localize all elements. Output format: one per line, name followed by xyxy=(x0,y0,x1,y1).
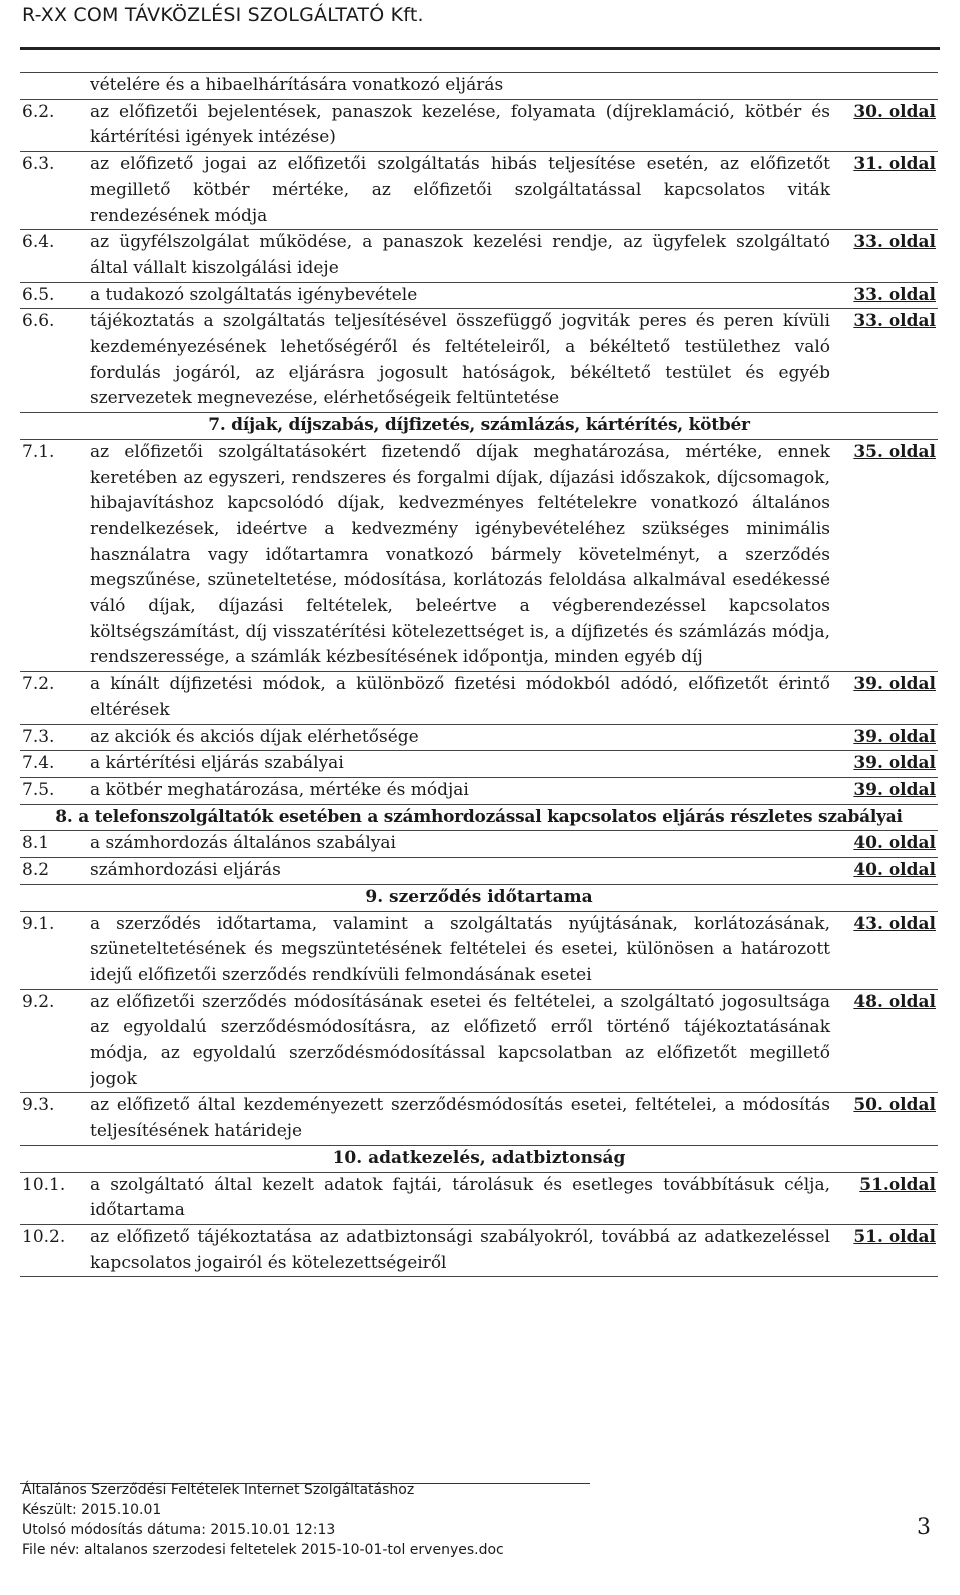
toc-item-number: 9.2. xyxy=(22,991,55,1012)
toc-page-reference: 33. oldal xyxy=(853,311,936,332)
toc-item-text: a kínált díjfizetési módok, a különböző fizetési módokból adódó, előfizetőt érintő eltérések xyxy=(90,674,830,720)
toc-item-text: a kötbér meghatározása, mértéke és módjai xyxy=(90,779,469,800)
toc-page-reference: 43. oldal xyxy=(853,913,936,934)
toc-page-reference: 39. oldal xyxy=(853,753,936,774)
toc-row xyxy=(20,751,938,778)
toc-row xyxy=(20,831,938,858)
toc-item-text: tájékoztatás a szolgáltatás teljesítésével összefüggő jogviták peres és peren kívüli kezdeményezésének lehetőségéről és feltételeiről, a békéltető testülethez való fordulás jogáról, az eljárásra jogosult hatóságok, békéltető testület és egyéb szervezetek megnevezése, elérhetőségeik feltüntetése xyxy=(90,311,830,409)
toc-section-heading: 7. díjak, díjszabás, díjfizetés, számlázás, kártérítés, kötbér xyxy=(20,413,938,440)
toc-page-reference: 33. oldal xyxy=(853,232,936,253)
toc-item-text: vételére és a hibaelhárítására vonatkozó eljárás xyxy=(90,75,504,95)
toc-item-number: 6.4. xyxy=(22,232,55,253)
toc-page-reference: 33. oldal xyxy=(853,284,936,305)
toc-section-heading: 8. a telefonszolgáltatók esetében a számhordozással kapcsolatos eljárás részletes szabályai xyxy=(20,805,938,832)
toc-row xyxy=(20,990,938,1094)
toc-item-number: 7.1. xyxy=(22,441,55,462)
toc-item-text: a tudakozó szolgáltatás igénybevétele xyxy=(90,284,418,305)
toc-section-heading: 9. szerződés időtartama xyxy=(20,885,938,912)
header-divider xyxy=(20,47,940,50)
toc-row xyxy=(20,1225,938,1277)
toc-page-reference: 40. oldal xyxy=(853,860,936,881)
toc-row xyxy=(20,912,938,990)
toc-row xyxy=(20,152,938,230)
toc-item-number xyxy=(20,73,90,99)
toc-item-text: a kártérítési eljárás szabályai xyxy=(90,753,344,774)
toc-row xyxy=(20,725,938,752)
toc-item-number: 8.1 xyxy=(22,833,50,854)
toc-item-number: 9.1. xyxy=(22,913,55,934)
toc-item-number: 9.3. xyxy=(22,1095,55,1116)
toc-row xyxy=(20,100,938,152)
toc-item-text: az előfizető által kezdeményezett szerződésmódosítás esetei, feltételei, a módosítás teljesítésének határideje xyxy=(90,1095,830,1142)
toc-page-reference: 51. oldal xyxy=(853,1226,936,1247)
toc-page-reference: 50. oldal xyxy=(853,1095,936,1116)
toc-row xyxy=(20,440,938,672)
page-number: 3 xyxy=(917,1515,931,1540)
toc-page-reference: 39. oldal xyxy=(853,674,936,695)
toc-item-number: 6.2. xyxy=(22,101,55,122)
toc-row xyxy=(20,858,938,885)
toc-item-text: az előfizető jogai az előfizetői szolgáltatás hibás teljesítése esetén, az előfizetőt megillető kötbér mértéke, az előfizetői szolgáltatással kapcsolatos viták rendezésének módja xyxy=(90,154,830,226)
toc-item-text: az akciók és akciós díjak elérhetősége xyxy=(90,726,419,747)
toc-page-reference: 51.oldal xyxy=(859,1174,936,1195)
toc-item-number: 6.5. xyxy=(22,284,55,305)
footer-doc-title: Általános Szerződési Feltételek Internet Szolgáltatáshoz xyxy=(22,1482,415,1498)
toc-item-number: 10.2. xyxy=(22,1226,66,1247)
toc-item-number: 7.5. xyxy=(22,779,55,800)
toc-section-heading: 10. adatkezelés, adatbiztonság xyxy=(20,1146,938,1173)
toc-item-number: 6.3. xyxy=(22,154,55,175)
toc-item-number: 6.6. xyxy=(22,311,55,332)
toc-row xyxy=(20,672,938,724)
toc-item-text: a számhordozás általános szabályai xyxy=(90,833,396,854)
toc-item-text: az előfizetői bejelentések, panaszok kezelése, folyamata (díjreklamáció, kötbér és kártérítési igények intézése) xyxy=(90,101,830,148)
toc-page-reference: 35. oldal xyxy=(853,441,936,462)
toc-item-text: az előfizetői szolgáltatásokért fizetendő díjak meghatározása, mértéke, ennek keretében az egyszeri, rendszeres és forgalmi díjak, díjazási időszakok, díjcsomagok, hibajavításhoz kapcsolódó díjak, kedvezményes feltételekre vonatkozó általános rendelkezések, ideértve a kedvezmény igénybevételéhez szükséges minimális használatra vagy időtartamra vonatkozó bármely követelményt, a szerződés megszűnése, szüneteltetése, módosítása, korlátozás feloldása alkalmával esedékessé váló díjak, díjazási feltételek, beleértve a végberendezéssel kapcsolatos költségszámítást, díj visszatérítési kötelezettséget is, a díjfizetés és számlázás módja, rendszeressége, a számlák kézbesítésének időpontja, minden egyéb díj xyxy=(90,441,830,668)
toc-item-text: az ügyfélszolgálat működése, a panaszok kezelési rendje, az ügyfelek szolgáltató által vállalt kiszolgálási ideje xyxy=(90,232,830,278)
toc-item-text: az előfizetői szerződés módosításának esetei és feltételei, a szolgáltató jogosultsága az egyoldalú szerződésmódosításra, az előfizető erről történő tájékoztatásának módja, az egyoldalú szerződésmódosítással kapcsolatban az előfizetőt megillető jogok xyxy=(90,991,830,1089)
toc-row xyxy=(20,1093,938,1145)
toc-item-number: 8.2 xyxy=(22,860,50,881)
toc-page-reference: 39. oldal xyxy=(853,726,936,747)
toc-item-number: 7.3. xyxy=(22,726,55,747)
footer-modified: Utolsó módosítás dátuma: 2015.10.01 12:13 xyxy=(22,1522,336,1538)
toc-row xyxy=(20,230,938,282)
toc-item-text: a szerződés időtartama, valamint a szolgáltatás nyújtásának, korlátozásának, szüneteltetésének és megszüntetésének feltételei és esetei, különösen a határozott idejű előfizetői szerződés rendkívüli felmondásának esetei xyxy=(90,913,830,985)
toc-item-text: az előfizető tájékoztatása az adatbiztonsági szabályokról, továbbá az adatkezeléssel kapcsolatos jogairól és kötelezettségeiről xyxy=(90,1226,830,1273)
toc-page-reference: 40. oldal xyxy=(853,833,936,854)
toc-page-reference xyxy=(838,73,938,99)
toc-row xyxy=(20,283,938,310)
toc-item-text: számhordozási eljárás xyxy=(90,860,281,881)
toc-row xyxy=(20,72,938,100)
toc-row xyxy=(20,1173,938,1225)
toc-item-number: 10.1. xyxy=(22,1174,66,1195)
footer-filename: File név: altalanos szerzodesi feltetelek 2015-10-01-tol ervenyes.doc xyxy=(22,1542,504,1558)
toc-row xyxy=(20,778,938,805)
document-footer xyxy=(22,1480,942,1560)
document-header: R-XX COM TÁVKÖZLÉSI SZOLGÁLTATÓ Kft. xyxy=(22,4,424,26)
footer-created: Készült: 2015.10.01 xyxy=(22,1502,162,1518)
toc-item-text: a szolgáltató által kezelt adatok fajtái, tárolásuk és esetleges továbbításuk célja, időtartama xyxy=(90,1174,830,1221)
table-of-contents xyxy=(20,72,938,1277)
toc-page-reference: 31. oldal xyxy=(853,154,936,175)
toc-item-number: 7.2. xyxy=(22,674,55,695)
toc-page-reference: 39. oldal xyxy=(853,779,936,800)
toc-page-reference: 48. oldal xyxy=(853,991,936,1012)
toc-item-number: 7.4. xyxy=(22,753,55,774)
toc-row xyxy=(20,309,938,413)
toc-page-reference: 30. oldal xyxy=(853,101,936,122)
